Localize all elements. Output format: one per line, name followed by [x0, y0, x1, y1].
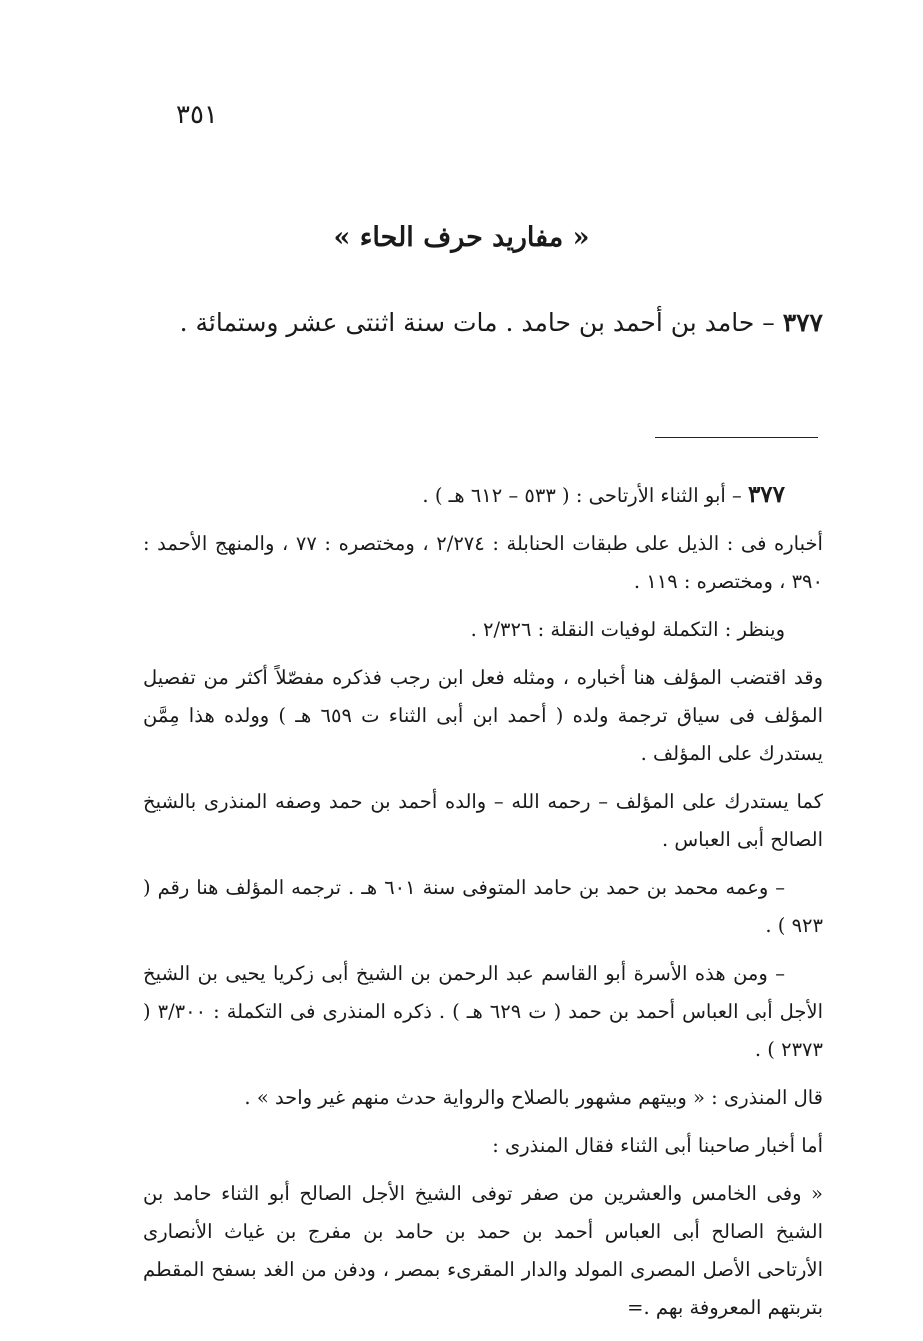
footnote-heading: [143, 476, 823, 515]
footnote-paragraph: أما أخبار صاحبنا أبى الثناء فقال المنذرى :: [492, 1134, 823, 1157]
footnote-number: ٣٧٧: [747, 481, 785, 508]
footnote-paragraph: كما يستدرك على المؤلف – رحمه الله – والده أحمد بن حمد وصفه المنذرى بالشيخ الصالح أبى العباس .: [143, 790, 823, 851]
page-number: ٣٥١: [176, 100, 218, 130]
footnote-paragraph: « وفى الخامس والعشرين من صفر توفى الشيخ الأجل الصالح أبو الثناء حامد بن الشيخ الصالح أبى العباس أحمد بن حمد بن حامد بن مفرج بن غياث الأنصارى الأرتاحى الأصل المصرى المولد والدار المقرىء بمصر ، ودفن من الغد بسفح المقطم بتربتهم المعروفة بهم .=: [143, 1182, 823, 1319]
section-title: « مفاريد حرف الحاء »: [333, 222, 590, 253]
footnotes: [143, 476, 823, 1337]
entry-number: ٣٧٧: [782, 308, 823, 337]
footnote-heading-text: – أبو الثناء الأرتاحى : ( ٥٣٣ – ٦١٢ هـ ) .: [422, 484, 748, 507]
main-entry: [143, 300, 823, 346]
footnote-paragraph: قال المنذرى : « وبيتهم مشهور بالصلاح والرواية حدث منهم غير واحد » .: [244, 1086, 823, 1109]
footnote-paragraph: وينظر : التكملة لوفيات النقلة : ٢/٣٢٦ .: [470, 618, 785, 641]
entry-text: – حامد بن أحمد بن حامد . مات سنة اثنتى عشر وستمائة .: [179, 308, 783, 337]
footnote-paragraph: – وعمه محمد بن حمد بن حامد المتوفى سنة ٦٠١ هـ . ترجمه المؤلف هنا رقم ( ٩٢٣ ) .: [143, 876, 823, 937]
footnote-paragraph: أخباره فى : الذيل على طبقات الحنابلة : ٢/٢٧٤ ، ومختصره : ٧٧ ، والمنهج الأحمد : ٣٩٠ ، ومختصره : ١١٩ .: [143, 532, 823, 593]
footnote-paragraph: وقد اقتضب المؤلف هنا أخباره ، ومثله فعل ابن رجب فذكره مفصّلاً أكثر من تفصيل المؤلف فى سياق ترجمة ولده ( أحمد ابن أبى الثناء ت ٦٥٩ هـ ) وولده هذا مِمَّن يستدرك على المؤلف .: [143, 666, 823, 765]
footnote-paragraph: – ومن هذه الأسرة أبو القاسم عبد الرحمن بن الشيخ أبى زكريا يحيى بن الشيخ الأجل أبى العباس أحمد بن حمد ( ت ٦٢٩ هـ ) . ذكره المنذرى فى التكملة : ٣/٣٠٠ ( ٢٣٧٣ ) .: [143, 962, 823, 1061]
footnote-separator: [655, 437, 818, 438]
